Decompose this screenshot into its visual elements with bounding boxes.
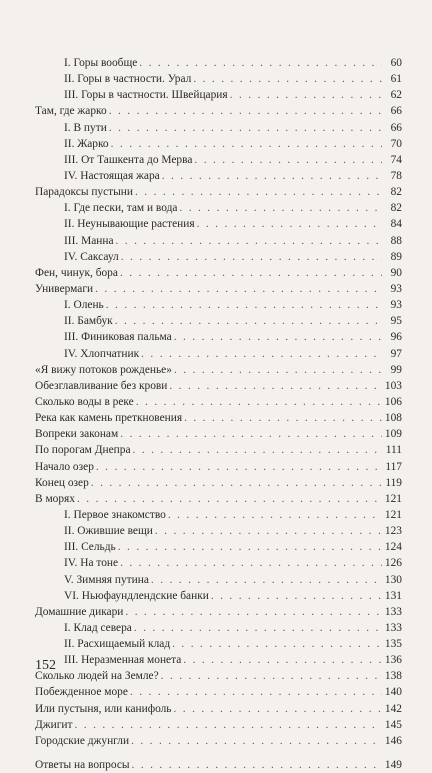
toc-chapter-row: [0, 184, 432, 200]
toc-section-row: [0, 588, 432, 604]
toc-entry-title: II. Жарко: [64, 137, 109, 150]
toc-entry-title: Парадоксы пустыни: [35, 186, 133, 199]
table-of-contents: [0, 55, 432, 773]
toc-entry-title: Река как камень преткновения: [35, 412, 183, 425]
dot-leader: [174, 329, 382, 345]
toc-entry-title: IV. Хлопчатник: [64, 347, 140, 360]
toc-entry-title: Начало озер: [35, 460, 94, 473]
dot-leader: [161, 668, 382, 684]
toc-entry-page: 119: [385, 476, 402, 489]
toc-entry-page: 136: [384, 654, 402, 667]
toc-entry-title: III. Финиковая пальма: [64, 331, 172, 344]
toc-entry-page: 133: [384, 605, 402, 618]
toc-entry-page: 149: [384, 759, 402, 772]
dot-leader: [125, 604, 382, 620]
dot-leader: [174, 362, 382, 378]
toc-section-row: [0, 120, 432, 136]
dot-leader: [162, 168, 382, 184]
toc-entry-title: Фен, чинук, бора: [35, 266, 118, 279]
dot-leader: [139, 55, 382, 71]
toc-section-row: [0, 329, 432, 345]
toc-entry-title: II. Бамбук: [64, 315, 113, 328]
toc-entry-page: 90: [390, 266, 402, 279]
toc-section-row: [0, 200, 432, 216]
dot-leader: [141, 346, 382, 362]
toc-chapter-row: [0, 701, 432, 717]
toc-entry-page: 78: [390, 169, 402, 182]
toc-entry-title: I. Первое знакомство: [64, 508, 166, 521]
toc-entry-page: 123: [384, 525, 402, 538]
dot-leader: [116, 233, 382, 249]
toc-entry-page: 135: [384, 638, 402, 651]
dot-leader: [184, 410, 382, 426]
dot-leader: [96, 459, 382, 475]
toc-entry-page: 103: [384, 379, 402, 392]
dot-leader: [130, 684, 382, 700]
toc-chapter-row: [0, 475, 432, 491]
dot-leader: [179, 200, 382, 216]
dot-leader: [193, 71, 382, 87]
toc-entry-title: IV. Саксаул: [64, 250, 119, 263]
toc-entry-page: 121: [384, 508, 402, 521]
toc-entry-title: I. Где пески, там и вода: [64, 202, 178, 215]
toc-entry-title: Ответы на вопросы: [35, 759, 130, 772]
toc-entry-title: I. Олень: [64, 299, 104, 312]
toc-entry-title: «Я вижу потоков рожденье»: [35, 363, 172, 376]
toc-entry-title: Джигит: [35, 718, 73, 731]
toc-entry-page: 109: [384, 428, 402, 441]
toc-entry-title: Обезглавливание без крови: [35, 379, 168, 392]
dot-leader: [135, 184, 382, 200]
dot-leader: [77, 491, 382, 507]
toc-entry-title: IV. На тоне: [64, 557, 119, 570]
toc-chapter-row: [0, 668, 432, 684]
toc-entry-title: Там, где жарко: [35, 105, 107, 118]
toc-chapter-row: [0, 733, 432, 749]
toc-entry-page: 145: [384, 718, 402, 731]
toc-entry-title: Сколько воды в реке: [35, 395, 134, 408]
dot-leader: [120, 426, 382, 442]
toc-section-row: [0, 55, 432, 71]
toc-entry-title: III. Манна: [64, 234, 114, 247]
dot-leader: [174, 701, 383, 717]
toc-entry-title: Конец озер: [35, 476, 89, 489]
toc-entry-page: 60: [390, 57, 402, 69]
toc-section-row: [0, 346, 432, 362]
toc-entry-title: Вопреки законам: [35, 428, 119, 441]
toc-entry-title: По порогам Днепра: [35, 444, 131, 457]
toc-entry-title: III. Неразменная монета: [64, 654, 182, 667]
toc-entry-page: 140: [384, 686, 402, 699]
toc-entry-title: I. В пути: [64, 121, 107, 134]
toc-entry-title: Домашние дикари: [35, 605, 124, 618]
toc-entry-page: 131: [384, 589, 402, 602]
toc-entry-page: 146: [384, 734, 402, 747]
dot-leader: [91, 475, 382, 491]
dot-leader: [120, 555, 382, 571]
dot-leader: [74, 717, 382, 733]
dot-leader: [118, 539, 382, 555]
dot-leader: [115, 313, 382, 329]
toc-entry-title: Городские джунгли: [35, 734, 130, 747]
dot-leader: [136, 394, 382, 410]
toc-chapter-row: [0, 265, 432, 281]
toc-entry-title: II. Расхищаемый клад: [64, 638, 171, 651]
toc-chapter-row: [0, 459, 432, 475]
toc-entry-title: Побежденное море: [35, 686, 128, 699]
toc-section-row: [0, 652, 432, 668]
page-number: 152: [35, 658, 56, 673]
toc-section-row: [0, 572, 432, 588]
toc-section-row: [0, 249, 432, 265]
toc-entry-title: Или пустыня, или канифоль: [35, 702, 172, 715]
toc-chapter-row: [0, 362, 432, 378]
toc-section-row: [0, 87, 432, 103]
dot-leader: [95, 281, 382, 297]
dot-leader: [109, 103, 382, 119]
toc-entry-page: 106: [384, 395, 402, 408]
toc-chapter-row: [0, 281, 432, 297]
toc-entry-title: III. От Ташкента до Мерва: [64, 153, 193, 166]
toc-entry-page: 70: [390, 137, 402, 150]
dot-leader: [132, 757, 382, 773]
toc-entry-page: 89: [390, 250, 402, 263]
dot-leader: [230, 87, 382, 103]
toc-entry-page: 138: [384, 670, 402, 683]
toc-entry-title: I. Горы вообще: [64, 57, 138, 69]
dot-leader: [211, 588, 382, 604]
toc-chapter-row: [0, 604, 432, 620]
toc-entry-page: 93: [390, 282, 402, 295]
toc-entry-page: 96: [390, 331, 402, 344]
toc-entry-title: В морях: [35, 492, 75, 505]
toc-chapter-row: [0, 717, 432, 733]
toc-entry-title: Универмаги: [35, 282, 94, 295]
toc-entry-page: 124: [384, 541, 402, 554]
toc-gap: [0, 749, 432, 757]
toc-entry-page: 61: [390, 73, 402, 86]
toc-entry-page: 108: [384, 412, 402, 425]
dot-leader: [133, 442, 382, 458]
dot-leader: [134, 620, 382, 636]
toc-section-row: [0, 233, 432, 249]
toc-section-row: [0, 507, 432, 523]
toc-section-row: [0, 152, 432, 168]
toc-entry-page: 66: [390, 121, 402, 134]
toc-entry-page: 66: [390, 105, 402, 118]
toc-entry-title: I. Клад севера: [64, 621, 132, 634]
dot-leader: [106, 297, 382, 313]
toc-section-row: [0, 216, 432, 232]
toc-entry-title: III. Горы в частности. Швейцария: [64, 89, 228, 102]
toc-section-row: [0, 71, 432, 87]
dot-leader: [169, 378, 382, 394]
dot-leader: [109, 120, 382, 136]
toc-chapter-row: [0, 684, 432, 700]
dot-leader: [194, 152, 382, 168]
toc-section-row: [0, 555, 432, 571]
toc-entry-page: 93: [390, 299, 402, 312]
toc-entry-title: II. Горы в частности. Урал: [64, 73, 192, 86]
toc-entry-page: 99: [390, 363, 402, 376]
toc-chapter-row: [0, 103, 432, 119]
toc-entry-title: II. Неунывающие растения: [64, 218, 195, 231]
toc-section-row: [0, 297, 432, 313]
toc-chapter-row: [0, 410, 432, 426]
toc-section-row: [0, 523, 432, 539]
toc-entry-title: VI. Ньюфаундлендские банки: [64, 589, 209, 602]
dot-leader: [172, 636, 382, 652]
toc-entry-page: 62: [390, 89, 402, 102]
toc-entry-page: 130: [384, 573, 402, 586]
toc-chapter-row: [0, 378, 432, 394]
dot-leader: [151, 572, 382, 588]
toc-chapter-row: [0, 757, 432, 773]
toc-section-row: [0, 636, 432, 652]
toc-chapter-row: [0, 491, 432, 507]
toc-chapter-row: [0, 442, 432, 458]
toc-entry-title: Сколько людей на Земле?: [35, 670, 159, 683]
dot-leader: [131, 733, 382, 749]
dot-leader: [155, 523, 382, 539]
dot-leader: [197, 216, 382, 232]
toc-entry-page: 111: [385, 444, 402, 457]
dot-leader: [121, 249, 382, 265]
toc-entry-page: 142: [384, 702, 402, 715]
dot-leader: [120, 265, 382, 281]
toc-entry-page: 133: [384, 621, 402, 634]
toc-entry-page: 97: [390, 347, 402, 360]
toc-entry-page: 82: [390, 202, 402, 215]
toc-section-row: [0, 136, 432, 152]
toc-entry-title: V. Зимняя путина: [64, 573, 149, 586]
toc-entry-page: 126: [384, 557, 402, 570]
toc-section-row: [0, 620, 432, 636]
toc-entry-title: II. Ожившие вещи: [64, 525, 153, 538]
toc-entry-page: 121: [384, 492, 402, 505]
toc-entry-page: 74: [390, 153, 402, 166]
toc-chapter-row: [0, 394, 432, 410]
toc-entry-page: 84: [390, 218, 402, 231]
toc-section-row: [0, 539, 432, 555]
toc-entry-title: III. Сельдь: [64, 541, 116, 554]
dot-leader: [183, 652, 382, 668]
toc-entry-page: 117: [385, 460, 402, 473]
dot-leader: [168, 507, 382, 523]
toc-chapter-row: [0, 426, 432, 442]
dot-leader: [111, 136, 382, 152]
toc-entry-page: 95: [390, 315, 402, 328]
toc-entry-title: IV. Настоящая жара: [64, 169, 160, 182]
toc-section-row: [0, 313, 432, 329]
toc-entry-page: 88: [390, 234, 402, 247]
toc-entry-page: 82: [390, 186, 402, 199]
toc-section-row: [0, 168, 432, 184]
